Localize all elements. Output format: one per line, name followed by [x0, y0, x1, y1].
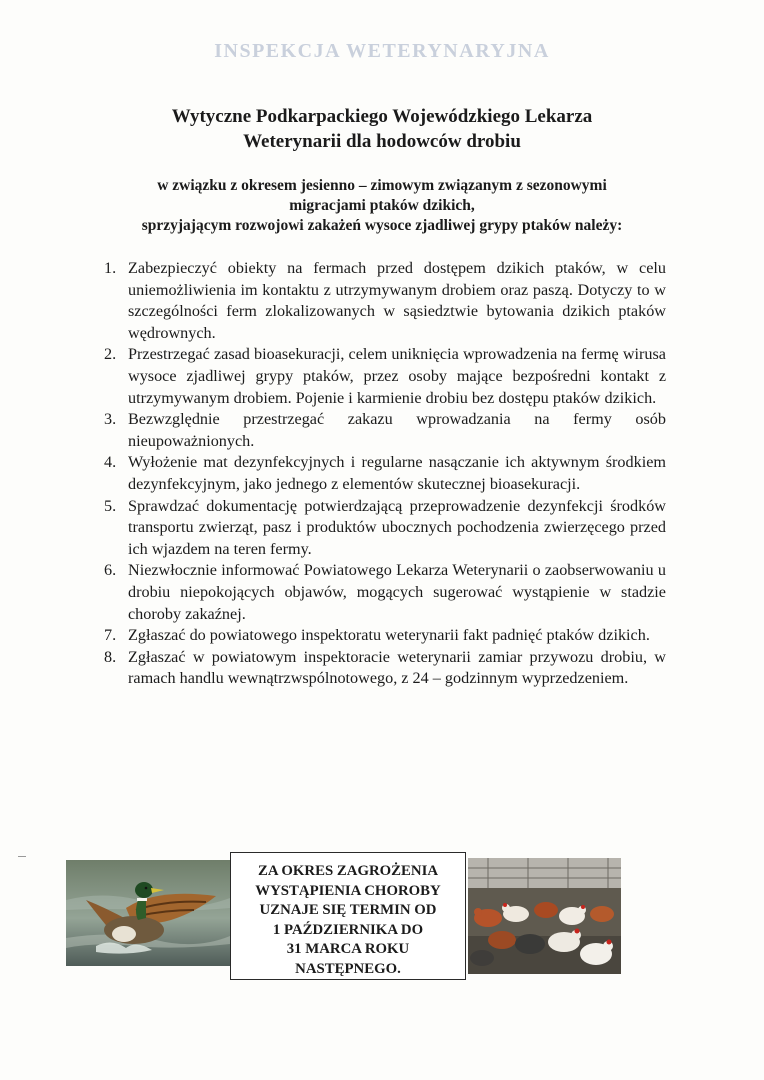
- title-line: Weterynarii dla hodowców drobiu: [243, 131, 521, 152]
- notice-line: ZA OKRES ZAGROŻENIA: [257, 863, 439, 879]
- list-item: [96, 258, 666, 344]
- item-text: Zabezpieczyć obiekty na fermach przed dostępem dzikich ptaków, w celu uniemożliwienia im kontaktu z utrzymywanym drobiem oraz paszą. Dotyczy to w szczególności ferm zlokalizowanych w sąsiedztwie bytowania dzikich ptaków wędrownych.: [128, 259, 666, 342]
- list-item: [96, 625, 666, 647]
- item-number: 6.: [104, 561, 117, 580]
- list-item: [96, 560, 666, 625]
- notice-line: NASTĘPNEGO.: [295, 960, 401, 977]
- notice-text: [231, 862, 465, 979]
- item-number: 8.: [104, 647, 117, 666]
- item-number: 5.: [104, 496, 117, 515]
- item-number: 4.: [104, 453, 117, 472]
- list-item: [96, 344, 666, 409]
- document-subtitle: [100, 176, 664, 236]
- subtitle-line: sprzyjającym rozwojowi zakażeń wysoce zjadliwej grypy ptaków należy:: [141, 217, 623, 234]
- item-number: 7.: [104, 626, 117, 645]
- notice-line: WYSTĄPIENIA CHOROBY: [255, 882, 441, 899]
- item-text: Niezwłocznie informować Powiatowego Lekarza Weterynarii o zaobserwowaniu u drobiu niepokojących objawów, mogących sugerować wystąpienie w stadzie choroby zakaźnej.: [128, 561, 666, 623]
- duck-photo: [66, 860, 230, 966]
- item-text: Przestrzegać zasad bioasekuracji, celem uniknięcia wprowadzenia na fermę wirusa wysoce zjadliwej grypy ptaków, przez osoby mające bezpośredni kontakt z utrzymywanym drobiem. Pojenie i karmienie drobiu bez dostępu ptaków dzikich.: [128, 345, 666, 407]
- margin-mark: [18, 856, 26, 857]
- list-item: [96, 647, 666, 690]
- list-item: [96, 496, 666, 561]
- subtitle-line: migracjami ptaków dzikich,: [289, 197, 475, 214]
- item-number: 1.: [104, 259, 117, 277]
- chicken-photo: [468, 858, 621, 974]
- subtitle-line: w związku z okresem jesienno – zimowym związanym z sezonowymi: [157, 177, 607, 194]
- header-watermark: INSPEKCJA WETERYNARYJNA: [214, 40, 550, 62]
- notice-line: 31 MARCA ROKU: [286, 941, 410, 957]
- item-text: Zgłaszać do powiatowego inspektoratu weterynarii fakt padnięć ptaków dzikich.: [128, 626, 650, 645]
- notice-line: 1 PAŹDZIERNIKA DO: [272, 921, 424, 938]
- item-text: Sprawdzać dokumentację potwierdzającą przeprowadzenie dezynfekcji środków transportu zwierząt, pasz i produktów ubocznych pochodzenia zwierzęcego przed ich wjazdem na teren fermy.: [128, 496, 666, 558]
- item-text: Zgłaszać w powiatowym inspektoracie weterynarii zamiar przywozu drobiu, w ramach handlu wewnątrzwspólnotowego, z 24 – godzinnym wyprzedzeniem.: [128, 647, 666, 688]
- list-item: [96, 452, 666, 495]
- notice-box: [230, 852, 466, 980]
- item-text: Wyłożenie mat dezynfekcyjnych i regularne nasączanie ich aktywnym środkiem dezynfekcyjnym, jako jednego z elementów skutecznej bioasekuracji.: [128, 453, 666, 493]
- document-title: [100, 104, 664, 154]
- item-text: Bezwzględnie przestrzegać zakazu wprowadzania na fermy osób nieupoważnionych.: [128, 410, 666, 450]
- guideline-list: [96, 258, 666, 690]
- title-line: Wytyczne Podkarpackiego Wojewódzkiego Lekarza: [171, 106, 593, 127]
- list-item: [96, 409, 666, 452]
- item-number: 2.: [104, 345, 117, 364]
- item-number: 3.: [104, 410, 117, 429]
- notice-line: UZNAJE SIĘ TERMIN OD: [259, 902, 437, 918]
